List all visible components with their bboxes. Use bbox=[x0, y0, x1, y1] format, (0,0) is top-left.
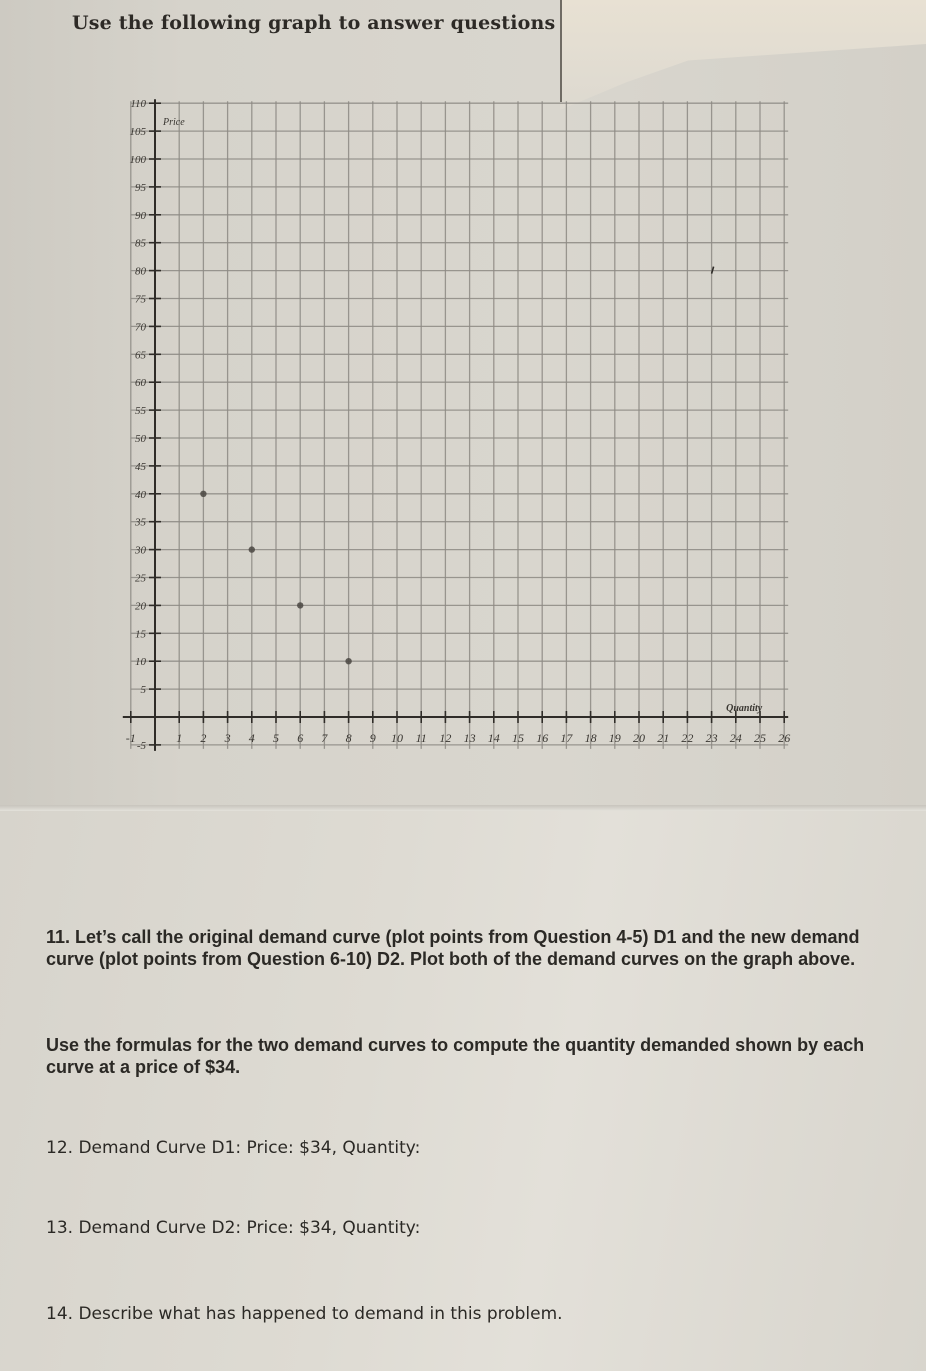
x-tick-label: 6 bbox=[297, 731, 304, 745]
y-tick-label: 100 bbox=[129, 154, 146, 166]
x-tick-label: 4 bbox=[248, 731, 255, 745]
x-axis-title: Quantity bbox=[726, 703, 763, 714]
worksheet-heading: Use the following graph to answer questions bbox=[72, 12, 556, 34]
x-tick-label: 15 bbox=[512, 731, 524, 745]
plotted-point bbox=[249, 546, 255, 552]
y-tick-label: 20 bbox=[135, 600, 146, 613]
y-tick-label: 25 bbox=[135, 572, 146, 585]
worksheet-lower-page bbox=[0, 811, 926, 1371]
y-tick-label: 105 bbox=[129, 126, 146, 139]
plotted-point bbox=[297, 602, 303, 608]
x-tick-label: 1 bbox=[176, 731, 183, 745]
y-tick-label: 80 bbox=[135, 265, 146, 278]
x-tick-label: 8 bbox=[345, 731, 352, 745]
x-tick-label: 26 bbox=[778, 731, 791, 745]
x-tick-label: 13 bbox=[463, 731, 476, 745]
plotted-point bbox=[345, 658, 351, 664]
instruction-text: Use the formulas for the two demand curves to compute the quantity demanded shown by each curve at a price of $34. bbox=[46, 1035, 865, 1077]
x-tick-label: 14 bbox=[487, 731, 500, 745]
y-tick-label: 55 bbox=[135, 405, 146, 418]
y-tick-label: 70 bbox=[135, 321, 146, 334]
y-tick-label: 35 bbox=[135, 516, 146, 529]
y-tick-label: 30 bbox=[135, 544, 146, 557]
x-tick-label: 5 bbox=[273, 731, 279, 745]
y-axis-title: Price bbox=[163, 117, 185, 129]
x-tick-label: 22 bbox=[681, 731, 694, 745]
y-tick-label: 65 bbox=[135, 349, 146, 362]
y-tick-label: -5 bbox=[136, 739, 146, 752]
x-tick-label: 9 bbox=[369, 731, 376, 745]
x-tick-label: 10 bbox=[391, 731, 403, 745]
x-tick-label: 12 bbox=[439, 731, 452, 745]
y-tick-label: 75 bbox=[135, 293, 146, 306]
y-tick-label: 10 bbox=[135, 656, 146, 669]
x-tick-label: 18 bbox=[584, 731, 597, 745]
x-tick-label: 25 bbox=[754, 731, 766, 745]
y-tick-label: 90 bbox=[135, 209, 146, 222]
x-tick-label: 11 bbox=[415, 731, 427, 745]
x-tick-label: -1 bbox=[125, 731, 136, 745]
y-tick-label: 40 bbox=[135, 488, 146, 501]
y-tick-label: 110 bbox=[130, 98, 146, 111]
y-tick-label: 95 bbox=[135, 181, 146, 194]
y-tick-label: 15 bbox=[135, 628, 146, 641]
x-tick-label: 7 bbox=[321, 731, 328, 745]
question-14: 14. Describe what has happened to demand in this problem. bbox=[46, 1304, 563, 1324]
y-tick-label: 85 bbox=[135, 237, 146, 250]
x-tick-label: 2 bbox=[200, 731, 207, 745]
question-13: 13. Demand Curve D2: Price: $34, Quantity: bbox=[46, 1218, 421, 1238]
x-tick-label: 16 bbox=[536, 731, 549, 745]
y-tick-label: 60 bbox=[135, 377, 146, 390]
y-tick-label: 5 bbox=[140, 684, 146, 697]
x-tick-label: 3 bbox=[224, 731, 231, 745]
y-tick-label: 45 bbox=[135, 460, 146, 473]
x-tick-label: 23 bbox=[705, 731, 718, 745]
x-tick-label: 20 bbox=[633, 731, 645, 745]
y-tick-label: 50 bbox=[135, 433, 146, 445]
question-11: 11. Let’s call the original demand curve (plot points from Question 4-5) D1 and the new demand curve (plot points from Question 6-10) D2. Plot both of the demand curves on the graph above. bbox=[46, 927, 860, 969]
x-tick-label: 24 bbox=[729, 731, 742, 745]
plotted-point bbox=[200, 491, 206, 497]
x-tick-label: 19 bbox=[608, 731, 621, 745]
x-tick-label: 21 bbox=[657, 731, 670, 745]
x-tick-label: 17 bbox=[560, 731, 573, 745]
question-12: 12. Demand Curve D1: Price: $34, Quantity: bbox=[46, 1138, 421, 1158]
